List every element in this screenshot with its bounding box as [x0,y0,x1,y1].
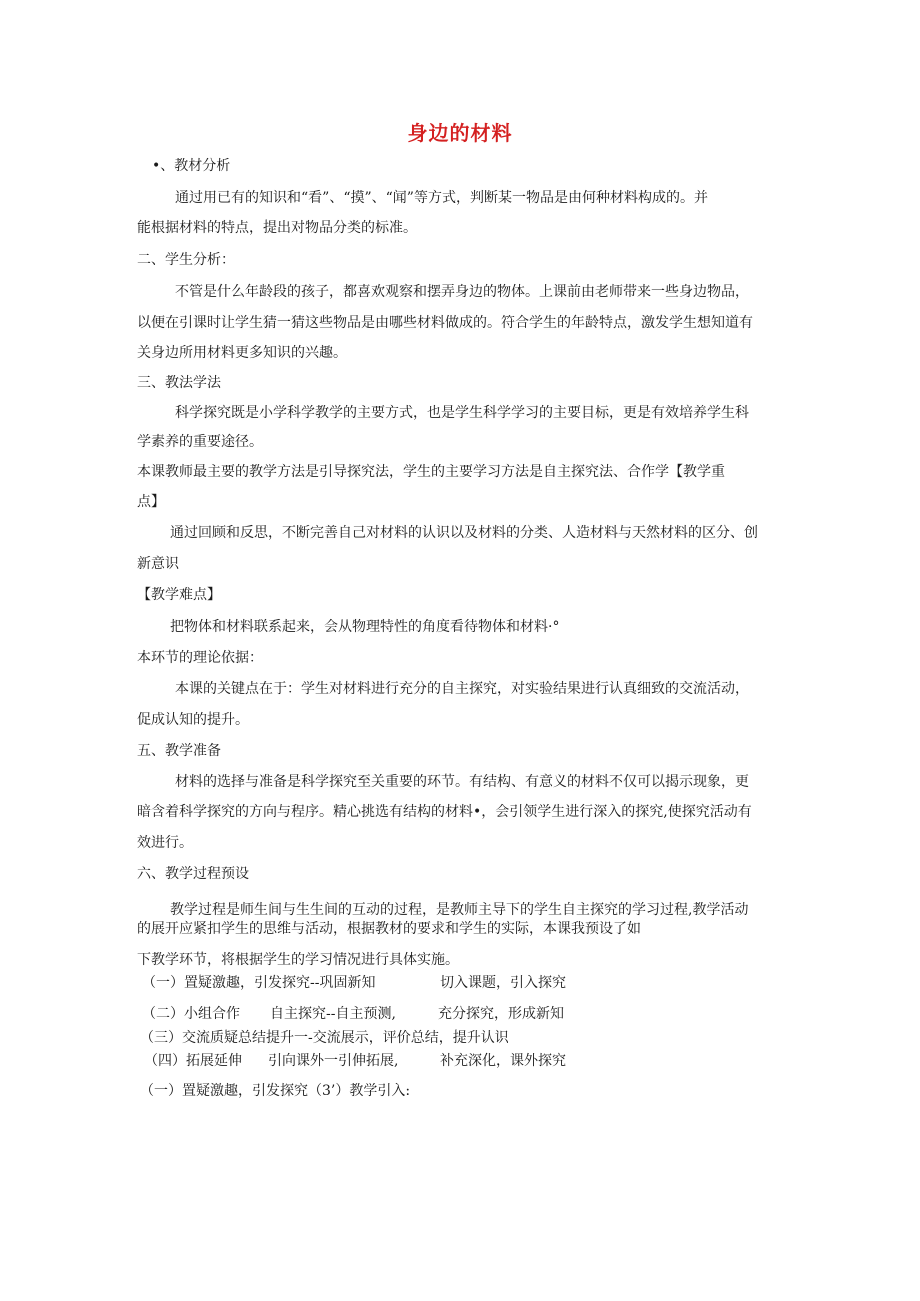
paragraph-line: （一）置疑激趣，引发探究（3’）教学引入: [140,1083,411,1099]
paragraph-line: 学素养的重要途径。 [137,434,263,450]
step-label: （三）交流质疑总结提升一-交流展示，评价总结，提升认识 [140,1030,509,1046]
paragraph-line: 本课的关键点在于：学生对材料进行充分的自主探究，对实验结果进行认真细致的交流活动， [175,681,749,697]
paragraph-line: 通过回顾和反思，不断完善自己对材料的认识以及材料的分类、人造材料与天然材料的区分、创 [170,525,758,541]
step-middle: 自主探究--自主预测, [270,1006,396,1022]
section-heading-materials: •、教材分析 [152,158,231,174]
paragraph-line: 材料的选择与准备是科学探究至关重要的环节。有结构、有意义的材料不仅可以揭示现象，更 [175,774,749,790]
paragraph-line: 效进行。 [137,835,193,851]
paragraph-line: 本课教师最主要的教学方法是引导探究法，学生的主要学习方法是自主探究法、合作学【教学重 [137,464,725,480]
paragraph-line: 能根据材料的特点，提出对物品分类的标准。 [137,220,417,236]
paragraph-line: 以便在引课时让学生猜一猜这些物品是由哪些材料做成的。符合学生的年龄特点，激发学生想知道有 [137,315,753,331]
step-item [140,1028,509,1048]
paragraph-line: 科学探究既是小学科学教学的主要方式，也是学生科学学习的主要目标，更是有效培养学生科 [175,405,749,421]
paragraph-line: 下教学环节，将根据学生的学习情况进行具体实施。 [137,952,459,968]
section-heading-students: 二、学生分析： [137,252,235,268]
step-detail: 补充深化，课外探究 [440,1053,566,1069]
paragraph-line: 关身边所用材料更多知识的兴趣。 [137,345,347,361]
section-heading-theory: 本环节的理论依据： [137,650,263,666]
step-detail: 充分探究，形成新知 [438,1006,564,1022]
section-heading-preparation: 五、教学准备 [137,743,221,759]
paragraph-line: 暗含着科学探究的方向与程序。精心挑选有结构的材料•，会引领学生进行深入的探究,使探究活动有 [137,804,752,820]
step-item [142,973,566,993]
paragraph-line: 教学过程是师生间与生生间的互动的过程，是教师主导下的学生自主探究的学习过程,教学活动 [170,902,749,918]
section-heading-process: 六、教学过程预设 [137,866,249,882]
paragraph-line: 新意识 [137,556,179,572]
step-label: （二）小组合作 [142,1006,240,1022]
step-label: （四）拓展延伸 [144,1053,242,1069]
paragraph-line: 把物体和材料联系起来，会从物理特性的角度看待物体和材料·° [170,619,560,635]
step-label: （一）置疑激趣，引发探究--巩固新知 [142,975,376,991]
section-heading-methods: 三、教法学法 [137,375,221,391]
paragraph-line: 的展开应紧扣学生的思维与活动，根据教材的要求和学生的实际，本课我预设了如 [137,921,641,937]
paragraph-line: 点】 [137,494,165,510]
step-detail: 切入课题，引入探究 [440,975,566,991]
step-item [144,1051,566,1071]
paragraph-line: 通过用已有的知识和“看”、“摸”、“闻”等方式，判断某一物品是由何种材料构成的。并 [175,190,708,206]
paragraph-line: 不管是什么年龄段的孩子，都喜欢观察和摆弄身边的物体。上课前由老师带来一些身边物品， [175,284,749,300]
section-heading-difficulty: 【教学难点】 [137,587,221,603]
step-middle: 引向课外一引伸拓展, [268,1053,399,1069]
step-item [142,1004,564,1024]
paragraph-line: 促成认知的提升。 [137,712,249,728]
page-title: 身边的材料 [407,121,513,145]
